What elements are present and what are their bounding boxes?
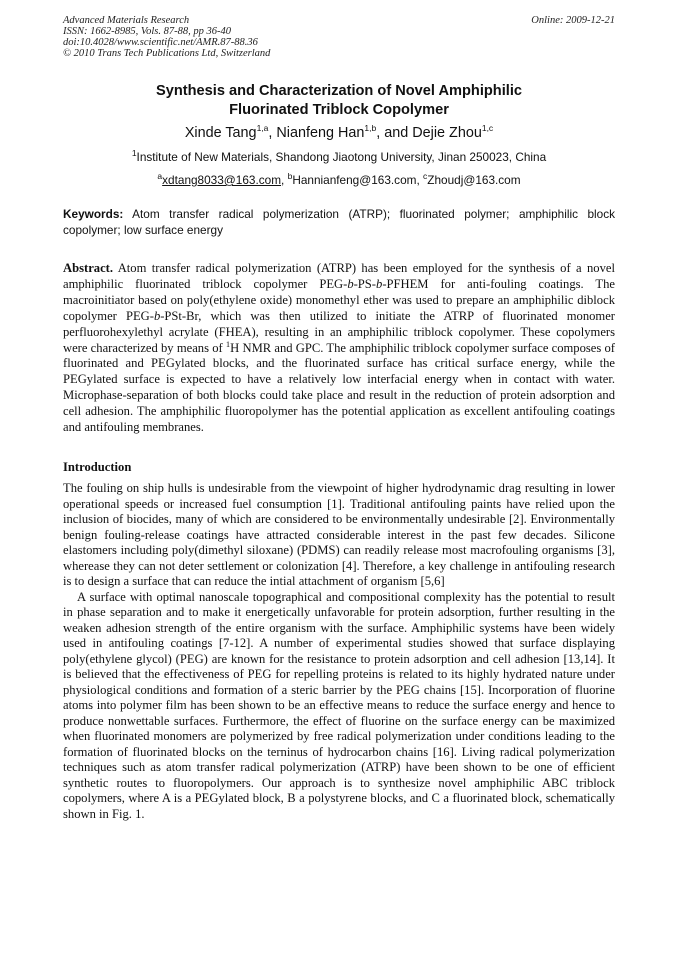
title-line-2: Fluorinated Triblock Copolymer (229, 102, 449, 118)
title-line-1: Synthesis and Characterization of Novel Amphiphilic (156, 83, 522, 99)
author-separator: , and (376, 125, 413, 141)
author-separator: , (268, 125, 277, 141)
email-list (63, 172, 615, 188)
abstract-italic: b (347, 276, 354, 291)
email-superscript: a (157, 171, 163, 182)
author-superscript: 1,c (481, 123, 494, 134)
abstract-superscript: 1 (225, 338, 231, 349)
author-name: Dejie Zhou (412, 125, 482, 141)
online-date: Online: 2009-12-21 (531, 15, 615, 26)
email-separator: , (281, 173, 288, 187)
keywords-text: Atom transfer radical polymerization (ATRP); fluorinated polymer; amphiphilic block copolymer; low surface energy (63, 207, 615, 237)
abstract-text: Atom transfer radical polymerization (ATRP) has been employed for the synthesis of a novel amphiphilic fluorinated triblock copolymer PEG- (63, 261, 615, 291)
introduction-body (63, 481, 615, 822)
paragraph: The fouling on ship hulls is undesirable from the viewpoint of higher hydrodynamic drag resulting in lower operational speeds or increased fuel consumption [1]. Traditional antifouling paints have relied upon the inclusion of biocides, many of which are considered to be environmentally undesirable [2]. Environmentally benign fouling-release coatings have attracted considerable interest in the past few decades. Silicone elastomers including poly(dimethyl siloxane) (PDMS) can readily release most macrofouling organisms [3], wherease they can not deter settlement or colonization [4]. Therefore, a key challenge in antifouling research is to design a surface that can reduce the intial attachment of organism [5,6] (63, 481, 615, 588)
abstract-text: -PSt-Br, which was then utilized to initiate the ATRP of fluorinated monomer perfluorohexylethyl acrylate (FHEA), resulting in an amphiphilic triblock copolymer. These copolymers were characterized by means of (63, 308, 615, 355)
email-b: Hannianfeng@163.com (292, 173, 417, 187)
copyright: © 2010 Trans Tech Publications Ltd, Switzerland (63, 48, 271, 59)
abstract (63, 261, 615, 436)
affiliation-superscript: 1 (131, 148, 137, 159)
author-list (63, 124, 615, 142)
abstract-italic: b (376, 276, 383, 291)
abstract-text: -PFHEM for anti-fouling coatings. The macroinitiator based on poly(ethylene oxide) monomethyl ether was used to prepare an amphiphilic diblock copolymer PEG- (63, 276, 615, 323)
email-superscript: b (287, 171, 293, 182)
paragraph: A surface with optimal nanoscale topographical and compositional complexity has the potential to result in phase separation and to make it energetically unfavorable for protein adsorption, further resulting in the weaken adhesion strength of the entire organism with the surface. Amphiphilic systems have been widely used in antifouling coatings [7-12]. A number of experimental studies showed that surface displaying poly(ethylene glycol) (PEG) are known for the resistance to protein adsorption and cell adhesion [13,14]. It is believed that the effectiveness of PEG for repelling proteins is related to its highly hydrated nature under physiological conditions and formation of a steric barrier by the PEG chains [15]. Incorporation of fluorine atoms into polymer film has been shown to be an effective means to reduce the surface energy and hence to produce nonwettable surfaces. Furthermore, the effect of fluorine on the surface energy can be maximized when fluorinated monomers are polymerized by free radical polymerization under conditions leading to the formation of fluorinated blocks on the terninus of hydrocarbon chains [16]. Living radical polymerization techniques such as atom transfer radical polymerization (ATRP) have been shown to be one of efficient synthetic routes to fluoropolymers. Our approach is to synthesize novel amphiphilic ABC triblock copolymers, where A is a PEGylated block, B a polystyrene blocks, and C a fluorinated block, schematically shown in Fig. 1. (63, 589, 615, 821)
affiliation-text: Institute of New Materials, Shandong Jiaotong University, Jinan 250023, China (136, 150, 547, 164)
abstract-italic: b (153, 308, 161, 323)
author-superscript: 1,a (256, 123, 269, 134)
email-separator: , (416, 173, 424, 187)
email-c: Zhoudj@163.com (427, 173, 521, 187)
journal-name: Advanced Materials Research (63, 15, 190, 26)
keywords (63, 206, 615, 238)
abstract-text: H NMR and GPC. The amphiphilic triblock copolymer surface composes of fluorinated and PEGylated blocks, and the fluorinated surface has critical surface energy, while the PEGylated surface is expected to have a relatively low interfacial energy when in contact with water. Microphase-separation of both blocks could take place and result in the reduction of protein adsorption and cell adhesion. The amphiphilic fluoropolymer has the potential application as excellent antifouling coatings and antifouling membranes. (63, 340, 616, 435)
issn: ISSN: 1662-8985, Vols. 87-88, pp 36-40 (63, 26, 231, 37)
author-name: Nianfeng Han (276, 125, 365, 141)
author-superscript: 1,b (364, 123, 377, 134)
email-superscript: c (423, 171, 428, 182)
section-heading: Introduction (63, 460, 132, 474)
affiliation (63, 149, 615, 165)
email-link-a[interactable]: xdtang8033@163.com (162, 173, 282, 187)
abstract-text: -PS- (353, 276, 377, 291)
keywords-label: Keywords: (63, 207, 124, 221)
author-name: Xinde Tang (184, 125, 257, 141)
abstract-label: Abstract. (63, 261, 114, 275)
doi: doi:10.4028/www.scientific.net/AMR.87-88.36 (63, 37, 258, 48)
journal-header (63, 15, 615, 59)
paper-title (63, 82, 615, 120)
